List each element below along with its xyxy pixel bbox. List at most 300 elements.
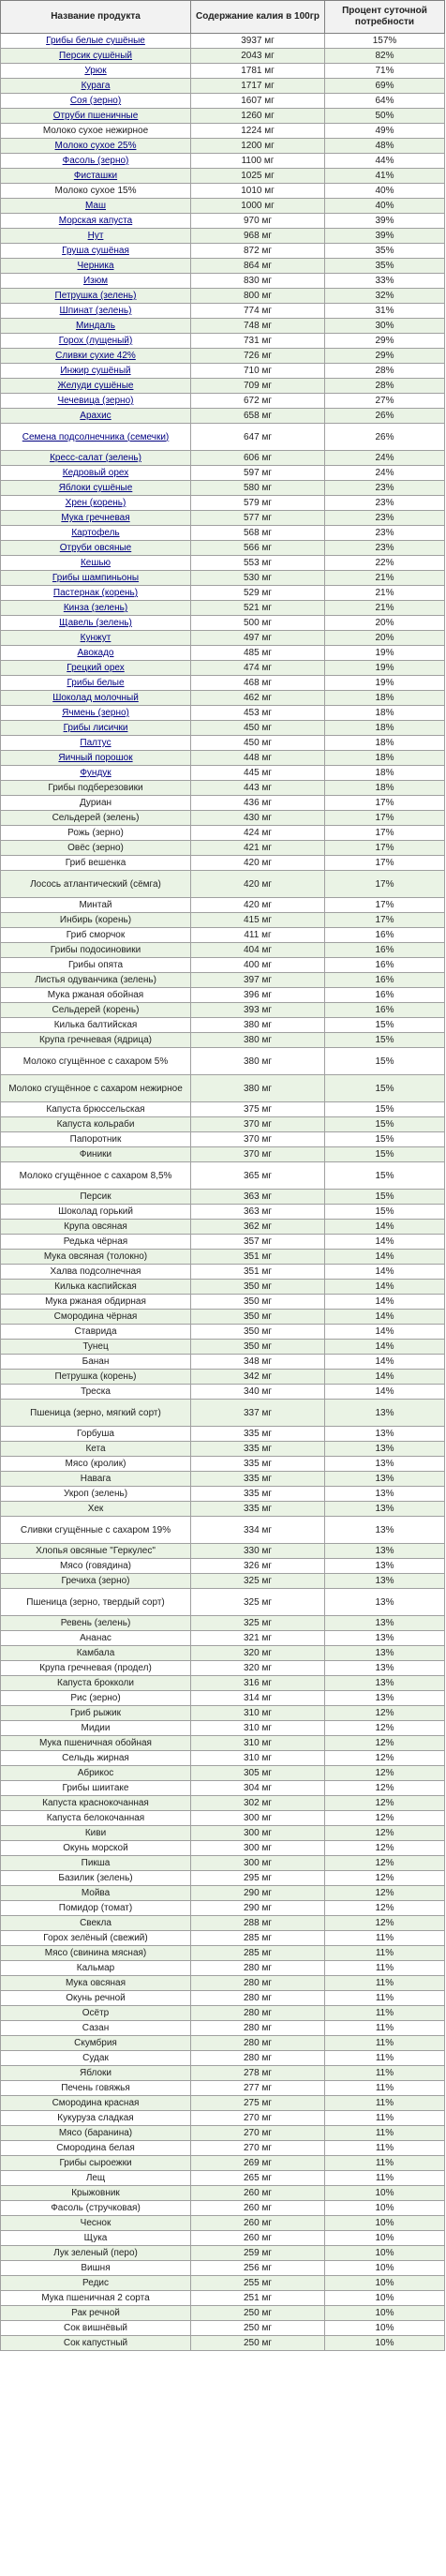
- product-link[interactable]: Шпинат (зелень): [59, 306, 132, 316]
- potassium-value-cell: 363 мг: [191, 1190, 325, 1205]
- daily-percent-cell: 41%: [325, 169, 445, 184]
- product-name-cell: Лук зеленый (перо): [1, 2246, 191, 2261]
- table-row: [1, 364, 445, 379]
- daily-percent-cell: 14%: [325, 1385, 445, 1400]
- table-row: [1, 1147, 445, 1162]
- product-link[interactable]: Фундук: [80, 768, 112, 778]
- product-name-cell: Камбала: [1, 1646, 191, 1661]
- potassium-value-cell: 448 мг: [191, 751, 325, 766]
- table-row: [1, 1841, 445, 1856]
- table-row: [1, 1946, 445, 1961]
- potassium-value-cell: 280 мг: [191, 2021, 325, 2036]
- daily-percent-cell: 12%: [325, 1901, 445, 1916]
- daily-percent-cell: 18%: [325, 736, 445, 751]
- table-row: [1, 1295, 445, 1310]
- potassium-value-cell: 521 мг: [191, 601, 325, 616]
- daily-percent-cell: 17%: [325, 826, 445, 841]
- potassium-value-cell: 415 мг: [191, 913, 325, 928]
- table-row: [1, 526, 445, 541]
- daily-percent-cell: 24%: [325, 451, 445, 466]
- potassium-value-cell: 278 мг: [191, 2066, 325, 2081]
- table-row: [1, 79, 445, 94]
- product-link[interactable]: Отруби пшеничные: [52, 111, 139, 121]
- potassium-value-cell: 259 мг: [191, 2246, 325, 2261]
- potassium-value-cell: 3937 мг: [191, 34, 325, 49]
- table-row: [1, 1325, 445, 1340]
- product-name-cell: Мясо (свинина мясная): [1, 1946, 191, 1961]
- product-name-cell: Дуриан: [1, 796, 191, 811]
- daily-percent-cell: 15%: [325, 1205, 445, 1220]
- daily-percent-cell: 13%: [325, 1517, 445, 1544]
- daily-percent-cell: 69%: [325, 79, 445, 94]
- product-name-cell: Персик: [1, 1190, 191, 1205]
- daily-percent-cell: 10%: [325, 2321, 445, 2336]
- potassium-value-cell: 320 мг: [191, 1646, 325, 1661]
- table-row: [1, 1250, 445, 1265]
- product-link[interactable]: Ячмень (зерно): [62, 708, 129, 718]
- daily-percent-cell: 13%: [325, 1559, 445, 1574]
- product-name-cell: Мука ржаная обойная: [1, 988, 191, 1003]
- product-link[interactable]: Грибы белые сушёные: [46, 36, 145, 46]
- daily-percent-cell: 71%: [325, 64, 445, 79]
- product-link[interactable]: Чечевица (зерно): [57, 396, 134, 406]
- potassium-value-cell: 411 мг: [191, 928, 325, 943]
- daily-percent-cell: 11%: [325, 2171, 445, 2186]
- table-row: [1, 898, 445, 913]
- potassium-value-cell: 1260 мг: [191, 109, 325, 124]
- daily-percent-cell: 22%: [325, 556, 445, 571]
- product-link[interactable]: Груша сушёная: [62, 246, 129, 256]
- daily-percent-cell: 13%: [325, 1661, 445, 1676]
- potassium-value-cell: 375 мг: [191, 1102, 325, 1117]
- product-link[interactable]: Шоколад молочный: [52, 693, 139, 703]
- potassium-value-cell: 255 мг: [191, 2276, 325, 2291]
- product-name-cell: Редька чёрная: [1, 1235, 191, 1250]
- product-name-cell: [1, 541, 191, 556]
- table-row: [1, 496, 445, 511]
- daily-percent-cell: 21%: [325, 586, 445, 601]
- table-row: [1, 1517, 445, 1544]
- product-name-cell: [1, 274, 191, 289]
- table-row: [1, 1871, 445, 1886]
- table-row: [1, 811, 445, 826]
- table-row: [1, 2051, 445, 2066]
- daily-percent-cell: 13%: [325, 1544, 445, 1559]
- daily-percent-cell: 12%: [325, 1781, 445, 1796]
- daily-percent-cell: 10%: [325, 2246, 445, 2261]
- product-name-cell: Капуста кольраби: [1, 1117, 191, 1132]
- product-name-cell: [1, 451, 191, 466]
- potassium-value-cell: 577 мг: [191, 511, 325, 526]
- table-row: [1, 2006, 445, 2021]
- table-row: [1, 766, 445, 781]
- daily-percent-cell: 11%: [325, 1976, 445, 1991]
- potassium-value-cell: 397 мг: [191, 973, 325, 988]
- product-name-cell: Пшеница (зерно, твердый сорт): [1, 1589, 191, 1616]
- product-link[interactable]: Инжир сушёный: [60, 366, 131, 376]
- daily-percent-cell: 15%: [325, 1190, 445, 1205]
- table-row: [1, 721, 445, 736]
- daily-percent-cell: 18%: [325, 721, 445, 736]
- product-link[interactable]: Пастернак (корень): [52, 588, 139, 598]
- product-link[interactable]: Изюм: [82, 276, 109, 286]
- product-link[interactable]: Петрушка (зелень): [54, 291, 137, 301]
- product-name-cell: Молоко сгущённое с сахаром 5%: [1, 1048, 191, 1075]
- potassium-value-cell: 566 мг: [191, 541, 325, 556]
- daily-percent-cell: 14%: [325, 1235, 445, 1250]
- potassium-value-cell: 445 мг: [191, 766, 325, 781]
- product-name-cell: Абрикос: [1, 1766, 191, 1781]
- table-row: [1, 1574, 445, 1589]
- potassium-value-cell: 325 мг: [191, 1574, 325, 1589]
- daily-percent-cell: 18%: [325, 751, 445, 766]
- potassium-value-cell: 580 мг: [191, 481, 325, 496]
- product-link[interactable]: Семена подсолнечника (семечки): [22, 431, 170, 442]
- product-name-cell: Ананас: [1, 1631, 191, 1646]
- table-row: [1, 2231, 445, 2246]
- daily-percent-cell: 11%: [325, 2126, 445, 2141]
- table-row: [1, 2261, 445, 2276]
- product-link[interactable]: Миндаль: [76, 321, 115, 331]
- product-name-cell: [1, 304, 191, 319]
- product-name-cell: Гриб сморчок: [1, 928, 191, 943]
- daily-percent-cell: 17%: [325, 796, 445, 811]
- table-row: [1, 2066, 445, 2081]
- daily-percent-cell: 11%: [325, 2051, 445, 2066]
- potassium-value-cell: 568 мг: [191, 526, 325, 541]
- product-name-cell: Чеснок: [1, 2216, 191, 2231]
- potassium-value-cell: 350 мг: [191, 1325, 325, 1340]
- daily-percent-cell: 13%: [325, 1589, 445, 1616]
- potassium-value-cell: 710 мг: [191, 364, 325, 379]
- potassium-value-cell: 606 мг: [191, 451, 325, 466]
- daily-percent-cell: 64%: [325, 94, 445, 109]
- product-name-cell: [1, 571, 191, 586]
- potassium-value-cell: 1781 мг: [191, 64, 325, 79]
- product-name-cell: [1, 691, 191, 706]
- product-link[interactable]: Фисташки: [73, 171, 118, 181]
- product-name-cell: Тунец: [1, 1340, 191, 1355]
- potassium-value-cell: 485 мг: [191, 646, 325, 661]
- product-link[interactable]: Грибы лисички: [63, 723, 128, 733]
- product-link[interactable]: Кедровый орех: [62, 468, 129, 478]
- product-link[interactable]: Хрен (корень): [65, 498, 126, 508]
- product-link[interactable]: Маш: [84, 201, 107, 211]
- table-row: [1, 751, 445, 766]
- product-name-cell: [1, 721, 191, 736]
- product-name-cell: Мука ржаная обдирная: [1, 1295, 191, 1310]
- product-name-cell: Молоко сухое нежирное: [1, 124, 191, 139]
- potassium-value-cell: 260 мг: [191, 2186, 325, 2201]
- daily-percent-cell: 14%: [325, 1340, 445, 1355]
- daily-percent-cell: 27%: [325, 394, 445, 409]
- table-row: [1, 349, 445, 364]
- product-name-cell: Рожь (зерно): [1, 826, 191, 841]
- product-name-cell: [1, 379, 191, 394]
- daily-percent-cell: 14%: [325, 1310, 445, 1325]
- product-link[interactable]: Кинза (зелень): [63, 603, 128, 613]
- product-link[interactable]: Грибы белые: [67, 678, 125, 688]
- product-link[interactable]: Курага: [81, 81, 111, 91]
- daily-percent-cell: 21%: [325, 601, 445, 616]
- product-name-cell: Редис: [1, 2276, 191, 2291]
- table-row: [1, 1616, 445, 1631]
- potassium-value-cell: 872 мг: [191, 244, 325, 259]
- table-row: [1, 1661, 445, 1676]
- daily-percent-cell: 13%: [325, 1691, 445, 1706]
- product-name-cell: [1, 424, 191, 451]
- potassium-value-cell: 310 мг: [191, 1721, 325, 1736]
- table-row: [1, 1721, 445, 1736]
- product-link[interactable]: Палтус: [80, 738, 112, 748]
- table-row: [1, 379, 445, 394]
- product-link[interactable]: Персик сушёный: [59, 51, 132, 61]
- daily-percent-cell: 16%: [325, 958, 445, 973]
- table-row: [1, 1048, 445, 1075]
- potassium-value-cell: 351 мг: [191, 1265, 325, 1280]
- product-name-cell: [1, 334, 191, 349]
- product-link[interactable]: Грибы шампиньоны: [52, 573, 140, 583]
- product-link[interactable]: Соя (зерно): [69, 96, 122, 106]
- potassium-value-cell: 726 мг: [191, 349, 325, 364]
- daily-percent-cell: 12%: [325, 1886, 445, 1901]
- potassium-value-cell: 280 мг: [191, 2051, 325, 2066]
- table-row: [1, 601, 445, 616]
- table-row: [1, 1457, 445, 1472]
- potassium-value-cell: 310 мг: [191, 1736, 325, 1751]
- daily-percent-cell: 17%: [325, 898, 445, 913]
- daily-percent-cell: 48%: [325, 139, 445, 154]
- product-name-cell: Капуста белокочанная: [1, 1811, 191, 1826]
- product-link[interactable]: Урюк: [84, 66, 107, 76]
- potassium-value-cell: 357 мг: [191, 1235, 325, 1250]
- product-name-cell: Укроп (зелень): [1, 1487, 191, 1502]
- potassium-value-cell: 436 мг: [191, 796, 325, 811]
- product-link[interactable]: Желуди сушёные: [57, 381, 134, 391]
- daily-percent-cell: 13%: [325, 1646, 445, 1661]
- table-row: [1, 943, 445, 958]
- product-name-cell: Грибы подберезовики: [1, 781, 191, 796]
- daily-percent-cell: 11%: [325, 2141, 445, 2156]
- potassium-value-cell: 396 мг: [191, 988, 325, 1003]
- product-name-cell: [1, 466, 191, 481]
- product-link[interactable]: Черника: [77, 261, 114, 271]
- product-name-cell: [1, 616, 191, 631]
- product-name-cell: [1, 706, 191, 721]
- product-link[interactable]: Кунжут: [80, 633, 112, 643]
- potassium-value-cell: 300 мг: [191, 1826, 325, 1841]
- product-link[interactable]: Горох (лущеный): [58, 336, 133, 346]
- product-link[interactable]: Отруби овсяные: [59, 543, 132, 553]
- daily-percent-cell: 29%: [325, 349, 445, 364]
- daily-percent-cell: 49%: [325, 124, 445, 139]
- potassium-value-cell: 250 мг: [191, 2306, 325, 2321]
- potassium-value-cell: 420 мг: [191, 856, 325, 871]
- potassium-value-cell: 335 мг: [191, 1427, 325, 1442]
- daily-percent-cell: 28%: [325, 379, 445, 394]
- table-row: [1, 1631, 445, 1646]
- potassium-value-cell: 295 мг: [191, 1871, 325, 1886]
- product-name-cell: [1, 109, 191, 124]
- product-link[interactable]: Картофель: [71, 528, 120, 538]
- table-row: [1, 736, 445, 751]
- table-row: [1, 871, 445, 898]
- table-row: [1, 2141, 445, 2156]
- product-link[interactable]: Кресс-салат (зелень): [50, 453, 141, 463]
- daily-percent-cell: 11%: [325, 1931, 445, 1946]
- table-row: [1, 1487, 445, 1502]
- table-header-row: [1, 1, 445, 34]
- table-row: [1, 64, 445, 79]
- daily-percent-cell: 13%: [325, 1427, 445, 1442]
- table-row: [1, 1736, 445, 1751]
- daily-percent-cell: 11%: [325, 2036, 445, 2051]
- product-name-cell: Печень говяжья: [1, 2081, 191, 2096]
- product-link[interactable]: Арахис: [80, 411, 112, 421]
- potassium-value-cell: 380 мг: [191, 1048, 325, 1075]
- table-row: [1, 229, 445, 244]
- table-row: [1, 169, 445, 184]
- product-link[interactable]: Сливки сухие 42%: [55, 351, 136, 361]
- daily-percent-cell: 17%: [325, 811, 445, 826]
- table-row: [1, 1796, 445, 1811]
- product-name-cell: Мидии: [1, 1721, 191, 1736]
- product-name-cell: [1, 766, 191, 781]
- daily-percent-cell: 11%: [325, 1991, 445, 2006]
- product-name-cell: Гриб вешенка: [1, 856, 191, 871]
- table-row: [1, 1976, 445, 1991]
- product-name-cell: [1, 556, 191, 571]
- product-link[interactable]: Нут: [87, 231, 104, 241]
- table-row: [1, 199, 445, 214]
- product-link[interactable]: Фасоль (зерно): [62, 156, 129, 166]
- potassium-value-cell: 321 мг: [191, 1631, 325, 1646]
- product-name-cell: Окунь речной: [1, 1991, 191, 2006]
- daily-percent-cell: 12%: [325, 1871, 445, 1886]
- daily-percent-cell: 19%: [325, 646, 445, 661]
- product-name-cell: Килька каспийская: [1, 1280, 191, 1295]
- product-link[interactable]: Кешью: [80, 558, 112, 568]
- product-link[interactable]: Морская капуста: [58, 216, 133, 226]
- product-name-cell: Мука пшеничная 2 сорта: [1, 2291, 191, 2306]
- product-name-cell: Фасоль (стручковая): [1, 2201, 191, 2216]
- daily-percent-cell: 15%: [325, 1075, 445, 1102]
- daily-percent-cell: 26%: [325, 424, 445, 451]
- product-name-cell: Скумбрия: [1, 2036, 191, 2051]
- daily-percent-cell: 20%: [325, 631, 445, 646]
- potassium-value-cell: 370 мг: [191, 1147, 325, 1162]
- table-row: [1, 1370, 445, 1385]
- table-row: [1, 319, 445, 334]
- potassium-value-cell: 277 мг: [191, 2081, 325, 2096]
- product-name-cell: Мойва: [1, 1886, 191, 1901]
- table-row: [1, 2276, 445, 2291]
- potassium-value-cell: 304 мг: [191, 1781, 325, 1796]
- product-link[interactable]: Щавель (зелень): [59, 618, 132, 628]
- product-link[interactable]: Яичный порошок: [58, 753, 133, 763]
- potassium-value-cell: 380 мг: [191, 1018, 325, 1033]
- product-name-cell: Хек: [1, 1502, 191, 1517]
- product-name-cell: [1, 214, 191, 229]
- table-row: [1, 913, 445, 928]
- table-row: [1, 1691, 445, 1706]
- potassium-value-cell: 450 мг: [191, 736, 325, 751]
- product-name-cell: Сазан: [1, 2021, 191, 2036]
- daily-percent-cell: 13%: [325, 1442, 445, 1457]
- product-name-cell: [1, 526, 191, 541]
- daily-percent-cell: 14%: [325, 1250, 445, 1265]
- table-row: [1, 1003, 445, 1018]
- daily-percent-cell: 23%: [325, 511, 445, 526]
- daily-percent-cell: 14%: [325, 1355, 445, 1370]
- table-row: [1, 556, 445, 571]
- daily-percent-cell: 18%: [325, 691, 445, 706]
- daily-percent-cell: 11%: [325, 2156, 445, 2171]
- table-row: [1, 1676, 445, 1691]
- daily-percent-cell: 10%: [325, 2306, 445, 2321]
- daily-percent-cell: 50%: [325, 109, 445, 124]
- table-row: [1, 973, 445, 988]
- table-row: [1, 214, 445, 229]
- potassium-value-cell: 250 мг: [191, 2336, 325, 2351]
- daily-percent-cell: 19%: [325, 661, 445, 676]
- daily-percent-cell: 23%: [325, 526, 445, 541]
- table-row: [1, 1931, 445, 1946]
- potassium-value-cell: 351 мг: [191, 1250, 325, 1265]
- daily-percent-cell: 17%: [325, 871, 445, 898]
- product-name-cell: Сельдерей (корень): [1, 1003, 191, 1018]
- product-name-cell: Крупа гречневая (ядрица): [1, 1033, 191, 1048]
- table-row: [1, 988, 445, 1003]
- product-link[interactable]: Молоко сухое 25%: [54, 141, 137, 151]
- product-link[interactable]: Мука гречневая: [61, 513, 130, 523]
- daily-percent-cell: 12%: [325, 1916, 445, 1931]
- product-name-cell: Минтай: [1, 898, 191, 913]
- product-name-cell: Капуста брокколи: [1, 1676, 191, 1691]
- potassium-value-cell: 370 мг: [191, 1132, 325, 1147]
- product-name-cell: Молоко сгущённое с сахаром 8,5%: [1, 1162, 191, 1190]
- product-name-cell: Крупа гречневая (продел): [1, 1661, 191, 1676]
- product-name-cell: Сок капустный: [1, 2336, 191, 2351]
- table-body: [1, 34, 445, 2351]
- table-row: [1, 541, 445, 556]
- potassium-value-cell: 314 мг: [191, 1691, 325, 1706]
- potassium-value-cell: 530 мг: [191, 571, 325, 586]
- product-link[interactable]: Авокадо: [77, 648, 114, 658]
- potassium-value-cell: 250 мг: [191, 2321, 325, 2336]
- daily-percent-cell: 18%: [325, 781, 445, 796]
- daily-percent-cell: 10%: [325, 2336, 445, 2351]
- daily-percent-cell: 13%: [325, 1457, 445, 1472]
- daily-percent-cell: 157%: [325, 34, 445, 49]
- daily-percent-cell: 17%: [325, 913, 445, 928]
- potassium-value-cell: 325 мг: [191, 1589, 325, 1616]
- table-row: [1, 109, 445, 124]
- product-name-cell: Пикша: [1, 1856, 191, 1871]
- daily-percent-cell: 16%: [325, 943, 445, 958]
- potassium-value-cell: 350 мг: [191, 1310, 325, 1325]
- product-link[interactable]: Грецкий орех: [67, 663, 125, 673]
- product-name-cell: Лосось атлантический (сёмга): [1, 871, 191, 898]
- daily-percent-cell: 28%: [325, 364, 445, 379]
- daily-percent-cell: 12%: [325, 1841, 445, 1856]
- daily-percent-cell: 10%: [325, 2261, 445, 2276]
- daily-percent-cell: 13%: [325, 1631, 445, 1646]
- daily-percent-cell: 10%: [325, 2216, 445, 2231]
- product-link[interactable]: Яблоки сушёные: [58, 483, 133, 493]
- potassium-value-cell: 443 мг: [191, 781, 325, 796]
- table-row: [1, 856, 445, 871]
